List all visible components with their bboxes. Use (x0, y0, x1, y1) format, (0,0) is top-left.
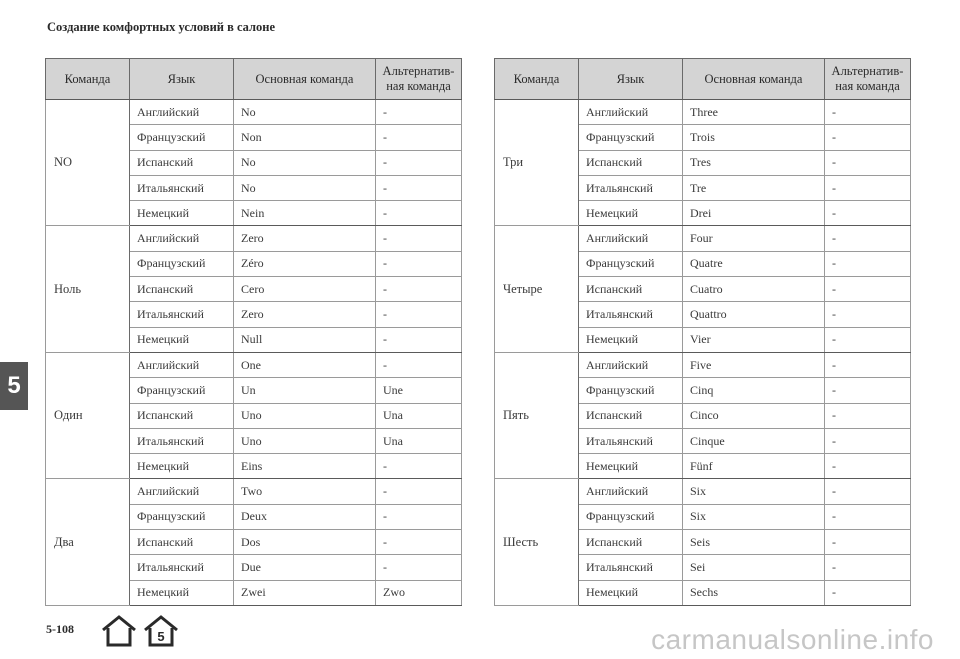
main-command-cell: Cero (234, 277, 376, 302)
table-header-row (495, 59, 911, 100)
main-command-cell: One (234, 352, 376, 377)
command-cell: Ноль (46, 226, 130, 352)
column-header-language: Язык (579, 59, 683, 100)
alt-command-cell: - (376, 327, 462, 352)
chapter-home-icon[interactable] (142, 614, 180, 648)
table-row (46, 479, 462, 504)
language-cell: Немецкий (130, 454, 234, 479)
table-row (495, 100, 911, 125)
language-cell: Английский (579, 100, 683, 125)
main-command-cell: Sechs (683, 580, 825, 605)
alt-command-cell: - (825, 251, 911, 276)
main-command-cell: Quatre (683, 251, 825, 276)
language-cell: Испанский (579, 277, 683, 302)
alt-command-cell: - (825, 277, 911, 302)
language-cell: Немецкий (130, 201, 234, 226)
main-command-cell: Zwei (234, 580, 376, 605)
main-command-cell: Deux (234, 504, 376, 529)
page-number: 5-108 (46, 622, 74, 636)
column-header-language: Язык (130, 59, 234, 100)
alt-command-cell: - (376, 530, 462, 555)
language-cell: Немецкий (579, 327, 683, 352)
alt-command-cell: - (825, 150, 911, 175)
main-command-cell: Sei (683, 555, 825, 580)
language-cell: Французский (130, 378, 234, 403)
alt-command-cell: - (825, 302, 911, 327)
language-cell: Итальянский (130, 428, 234, 453)
voice-command-table (494, 58, 911, 606)
main-command-cell: No (234, 100, 376, 125)
main-command-cell: Nein (234, 201, 376, 226)
column-header-alt-command: Альтернатив- ная команда (825, 59, 911, 100)
alt-command-cell: - (376, 100, 462, 125)
alt-command-cell: - (825, 201, 911, 226)
main-command-cell: Fünf (683, 454, 825, 479)
language-cell: Английский (130, 226, 234, 251)
language-cell: Испанский (579, 403, 683, 428)
command-table-right (494, 58, 911, 606)
main-command-cell: Cinco (683, 403, 825, 428)
command-cell: Шесть (495, 479, 579, 605)
language-cell: Итальянский (579, 428, 683, 453)
table-row (46, 226, 462, 251)
language-cell: Испанский (579, 150, 683, 175)
language-cell: Английский (579, 352, 683, 377)
language-cell: Испанский (579, 530, 683, 555)
main-command-cell: Trois (683, 125, 825, 150)
table-header-row (46, 59, 462, 100)
column-header-alt-command: Альтернатив- ная команда (376, 59, 462, 100)
column-header-main-command: Основная команда (683, 59, 825, 100)
alt-command-cell: Une (376, 378, 462, 403)
main-command-cell: Three (683, 100, 825, 125)
main-command-cell: Null (234, 327, 376, 352)
command-cell: Четыре (495, 226, 579, 352)
language-cell: Итальянский (130, 555, 234, 580)
chapter-side-tab[interactable]: 5 (0, 362, 28, 410)
alt-command-cell: - (825, 454, 911, 479)
command-cell: Два (46, 479, 130, 605)
alt-command-cell: - (825, 327, 911, 352)
language-cell: Итальянский (579, 175, 683, 200)
main-command-cell: No (234, 175, 376, 200)
language-cell: Немецкий (579, 580, 683, 605)
column-header-command: Команда (46, 59, 130, 100)
language-cell: Французский (579, 251, 683, 276)
table-body (46, 100, 462, 606)
language-cell: Итальянский (579, 302, 683, 327)
alt-command-cell: - (825, 479, 911, 504)
language-cell: Итальянский (130, 302, 234, 327)
main-command-cell: Non (234, 125, 376, 150)
chapter-number-label: 5 (157, 629, 165, 644)
command-cell: Три (495, 100, 579, 226)
language-cell: Английский (130, 352, 234, 377)
language-cell: Французский (130, 251, 234, 276)
main-command-cell: Zero (234, 226, 376, 251)
language-cell: Испанский (130, 277, 234, 302)
main-command-cell: Eins (234, 454, 376, 479)
main-command-cell: Zéro (234, 251, 376, 276)
command-cell: Пять (495, 352, 579, 478)
alt-command-cell: - (376, 201, 462, 226)
main-command-cell: Uno (234, 403, 376, 428)
main-command-cell: Six (683, 479, 825, 504)
alt-command-cell: Zwo (376, 580, 462, 605)
language-cell: Французский (579, 378, 683, 403)
alt-command-cell: - (825, 100, 911, 125)
main-command-cell: Vier (683, 327, 825, 352)
alt-command-cell: Una (376, 428, 462, 453)
language-cell: Итальянский (130, 175, 234, 200)
main-command-cell: Five (683, 352, 825, 377)
alt-command-cell: - (376, 175, 462, 200)
language-cell: Французский (579, 504, 683, 529)
alt-command-cell: - (825, 352, 911, 377)
language-cell: Испанский (130, 150, 234, 175)
table-row (495, 226, 911, 251)
language-cell: Английский (130, 100, 234, 125)
alt-command-cell: - (825, 378, 911, 403)
alt-command-cell: - (825, 555, 911, 580)
alt-command-cell: - (376, 479, 462, 504)
column-header-main-command: Основная команда (234, 59, 376, 100)
alt-command-cell: - (825, 580, 911, 605)
alt-command-cell: - (825, 125, 911, 150)
main-command-cell: Dos (234, 530, 376, 555)
main-command-cell: Drei (683, 201, 825, 226)
table-row (46, 352, 462, 377)
column-header-command: Команда (495, 59, 579, 100)
alt-command-cell: - (376, 125, 462, 150)
main-command-cell: Quattro (683, 302, 825, 327)
language-cell: Испанский (130, 403, 234, 428)
table-row (495, 352, 911, 377)
alt-command-cell: - (376, 302, 462, 327)
main-command-cell: Uno (234, 428, 376, 453)
language-cell: Немецкий (130, 580, 234, 605)
alt-command-cell: - (825, 504, 911, 529)
watermark: carmanualsonline.info (651, 624, 934, 655)
main-command-cell: Six (683, 504, 825, 529)
alt-command-cell: - (376, 251, 462, 276)
alt-command-cell: - (376, 150, 462, 175)
language-cell: Немецкий (130, 327, 234, 352)
home-icon[interactable] (100, 614, 138, 648)
alt-command-cell: - (376, 226, 462, 251)
language-cell: Французский (579, 125, 683, 150)
alt-command-cell: - (825, 428, 911, 453)
main-command-cell: Cinq (683, 378, 825, 403)
main-command-cell: Tres (683, 150, 825, 175)
page-title: Создание комфортных условий в салоне (47, 20, 276, 34)
command-table-left (45, 58, 462, 606)
alt-command-cell: - (825, 226, 911, 251)
main-command-cell: Due (234, 555, 376, 580)
alt-command-cell: - (376, 555, 462, 580)
main-command-cell: Un (234, 378, 376, 403)
command-cell: NO (46, 100, 130, 226)
main-command-cell: Two (234, 479, 376, 504)
language-cell: Английский (130, 479, 234, 504)
language-cell: Английский (579, 226, 683, 251)
main-command-cell: Four (683, 226, 825, 251)
alt-command-cell: - (376, 277, 462, 302)
alt-command-cell: - (825, 175, 911, 200)
main-command-cell: Cinque (683, 428, 825, 453)
language-cell: Французский (130, 504, 234, 529)
alt-command-cell: - (376, 352, 462, 377)
voice-command-table (45, 58, 462, 606)
main-command-cell: No (234, 150, 376, 175)
table-body (495, 100, 911, 606)
main-command-cell: Cuatro (683, 277, 825, 302)
language-cell: Испанский (130, 530, 234, 555)
table-row (46, 100, 462, 125)
alt-command-cell: Una (376, 403, 462, 428)
command-cell: Один (46, 352, 130, 478)
footer-nav-icons (100, 614, 180, 648)
language-cell: Итальянский (579, 555, 683, 580)
language-cell: Немецкий (579, 201, 683, 226)
main-command-cell: Zero (234, 302, 376, 327)
table-row (495, 479, 911, 504)
alt-command-cell: - (825, 403, 911, 428)
language-cell: Французский (130, 125, 234, 150)
language-cell: Английский (579, 479, 683, 504)
alt-command-cell: - (376, 454, 462, 479)
language-cell: Немецкий (579, 454, 683, 479)
alt-command-cell: - (825, 530, 911, 555)
main-command-cell: Seis (683, 530, 825, 555)
alt-command-cell: - (376, 504, 462, 529)
main-command-cell: Tre (683, 175, 825, 200)
